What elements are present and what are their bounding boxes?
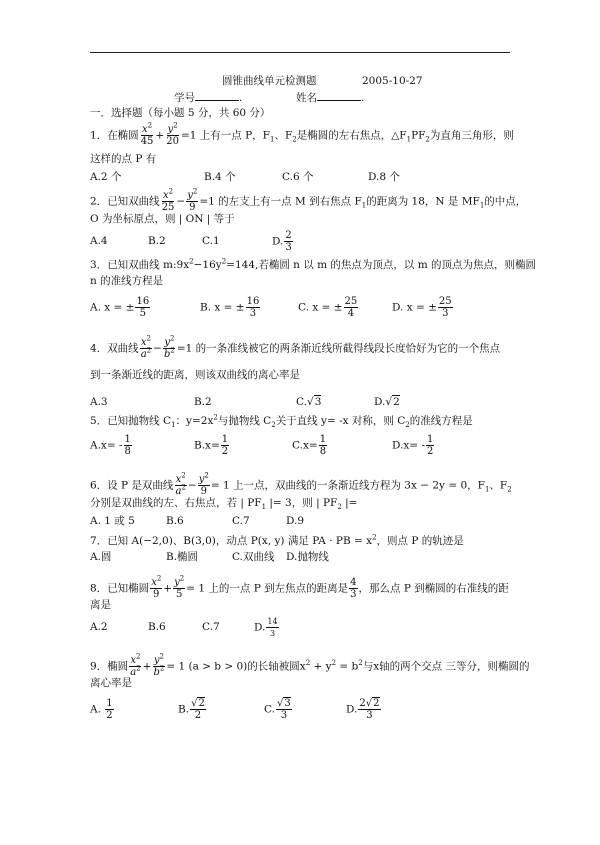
q3-option-a[interactable]: A. x = ± $\frac{16}{5}$ <box>90 296 150 319</box>
fraction: $\frac{y^2}{b^2}$ <box>163 334 175 360</box>
q2-option-a[interactable]: A.4 <box>90 235 108 247</box>
q8-option-b[interactable]: B.6 <box>148 621 166 633</box>
student-id-field: 学号 . <box>174 92 243 104</box>
q-text: = 1 上一点，双曲线的一条渐近线方程为 3x − 2y = 0，F <box>210 479 485 492</box>
q-text: =1 上有一点 P，F <box>180 129 270 142</box>
q-text: −16y <box>193 259 222 271</box>
q5-option-b[interactable]: B.x= $\frac{1}{2}$ <box>194 434 229 457</box>
q-num: 9． <box>90 660 108 673</box>
q-text: PF <box>411 129 426 142</box>
q6-option-b[interactable]: B.6 <box>166 515 184 527</box>
q8-option-c[interactable]: C.7 <box>202 621 220 633</box>
q-num: 5． <box>90 415 108 427</box>
fraction: $\frac{1}{8}$ <box>124 434 131 457</box>
q-text: 分别是双曲线的左、右焦点，若 | PF <box>90 497 262 509</box>
q-text: 的中点， <box>484 195 527 208</box>
question-9: 9．椭圆 $\frac{x^2}{a^2}$ + $\frac{y^2}{b^2}$ = 1 (a > b > 0)的长轴被圆$x^2 + y^2 = b^2$与x轴的两个交点 三等分，则椭圆的 <box>90 652 530 678</box>
q-num: 4． <box>90 342 108 355</box>
section-title: 一．选择题（每小题 5 分，共 60 分） <box>90 107 271 119</box>
q-text: 与x轴的两个交点 三等分，则椭圆的 <box>362 660 530 673</box>
q-text: 双曲线 <box>107 342 139 355</box>
q-text: 的距离为 18，N 是 MF <box>366 195 480 208</box>
name-blank[interactable] <box>317 90 361 101</box>
fraction: $\frac{1}{2}$ <box>427 434 434 457</box>
fraction: $\frac{y^2}{20}$ <box>166 121 179 147</box>
q-text: |= 3，则 | PF <box>266 497 338 509</box>
q3-option-b[interactable]: B. x = ± $\frac{16}{3}$ <box>200 296 260 319</box>
q6-line2: 分别是双曲线的左、右焦点，若 | $PF_1$ |= 3，则 | $PF_2$ |= <box>90 497 358 512</box>
q-text: 椭圆 <box>107 660 129 673</box>
q4-option-a[interactable]: A.3 <box>90 396 108 408</box>
question-5: 5．已知抛物线 $C_1$：$y=2x^2$与抛物线 $C_2$关于直线 y= -x 对称，则 $C_2$的准线方程是 <box>90 413 473 430</box>
q9-option-b[interactable]: B. $\frac{√2}{2}$ <box>178 698 205 721</box>
q-text: 已知双曲线 <box>107 195 160 208</box>
name-label: 姓名 <box>296 92 317 104</box>
q1-line2: 这样的点 P 有 <box>90 153 157 165</box>
fraction: $\frac{14}{3}$ <box>267 617 278 638</box>
q-text: = b <box>336 660 359 673</box>
fraction: $\frac{x^2}{45}$ <box>140 121 154 147</box>
q2-option-c[interactable]: C.1 <box>202 235 220 247</box>
fraction: $\frac{25}{3}$ <box>438 296 452 319</box>
q-text: 为直角三角形，则 <box>429 129 514 142</box>
q9-option-d[interactable]: D. $\frac{2√2}{3}$ <box>346 698 380 721</box>
fraction: $\frac{25}{4}$ <box>344 296 358 319</box>
q7-option-d[interactable]: D.抛物线 <box>286 551 329 563</box>
q3-line2: n 的准线方程是 <box>90 275 164 287</box>
question-4: 4．双曲线 $\frac{x^2}{a^2}$ − $\frac{y^2}{b^2}$ =1 的一条准线被它的两条渐近线所截得线段长度恰好为它的一个焦点 <box>90 334 501 360</box>
q5-option-d[interactable]: D.x= - $\frac{1}{2}$ <box>392 434 434 457</box>
fraction: $\frac{x^2}{a^2}$ <box>130 652 141 678</box>
q-text: =144,若椭圆 n 以 m 的焦点为顶点，以 m 的顶点为焦点，则椭圆 <box>226 259 537 271</box>
fraction: $\frac{x^2}{a^2}$ <box>175 471 186 497</box>
fraction: $\frac{16}{3}$ <box>246 296 260 319</box>
q6-option-d[interactable]: D.9 <box>286 515 305 527</box>
q6-option-a[interactable]: A. 1 或 5 <box>90 515 135 527</box>
q-text: 与抛物线 C <box>217 415 272 427</box>
q7-option-a[interactable]: A.圆 <box>90 551 112 563</box>
q3-option-c[interactable]: C. x = ± $\frac{25}{4}$ <box>298 296 358 319</box>
q-num: 3． <box>90 259 108 271</box>
q-text: + y <box>310 660 332 673</box>
q1-option-d[interactable]: D.8 个 <box>368 171 400 183</box>
question-7: 7．已知 A(−2,0)、B(3,0)，动点 P(x, y) 满足 PA · PB = $x^2$，则点 P 的轨迹是 <box>90 533 464 547</box>
q8-option-d[interactable]: D. $\frac{14}{3}$ <box>254 617 278 638</box>
q4-line2: 到一条渐近线的距离，则该双曲线的离心率是 <box>90 369 300 381</box>
question-1: 1．在椭圆 $\frac{x^2}{45}$ + $\frac{y^2}{20}$ =1 上有一点 P，$F_1$、$F_2$是椭圆的左右焦点，$\triangle F_1PF_2$为直角三角形，则 <box>90 121 514 147</box>
fraction: $\frac{1}{2}$ <box>221 434 229 457</box>
q-text: 的准线方程是 <box>409 415 473 427</box>
fraction: $\frac{x^2}{9}$ <box>151 574 162 600</box>
q9-option-c[interactable]: C. $\frac{√3}{3}$ <box>264 698 291 721</box>
fraction: $\frac{4}{3}$ <box>350 577 357 600</box>
fraction: $\frac{2}{3}$ <box>285 230 292 253</box>
exam-date: 2005-10-27 <box>362 75 423 87</box>
q-text: 关于直线 y= -x 对称，则 C <box>275 415 406 427</box>
fraction: $\frac{y^2}{b^2}$ <box>153 652 165 678</box>
q-text: ，则点 P 的轨迹是 <box>376 535 464 547</box>
fraction: $\frac{y^2}{5}$ <box>174 574 185 600</box>
q-text: =1 的一条准线被它的两条渐近线所截得线段长度恰好为它的一个焦点 <box>176 342 501 355</box>
fraction: $\frac{√2}{2}$ <box>191 698 205 721</box>
q-text: 、F <box>274 129 293 142</box>
q-num: 7． <box>90 535 108 547</box>
q2-line2: O 为坐标原点，则 | ON | 等于 <box>90 213 235 225</box>
q1-option-a[interactable]: A.2 个 <box>90 171 122 183</box>
top-rule <box>90 52 510 53</box>
q9-option-a[interactable]: A. $\frac{1}{2}$ <box>90 698 113 721</box>
q9-line2: 离心率是 <box>90 677 132 689</box>
q-text: 已知抛物线 C <box>107 415 172 427</box>
fraction: $\frac{√3}{3}$ <box>277 698 291 721</box>
student-id-label: 学号 <box>174 92 195 104</box>
q7-option-c[interactable]: C.双曲线 <box>232 551 275 563</box>
q-text: 已知双曲线 m:9x <box>107 259 190 271</box>
fraction: $\frac{y^2}{9}$ <box>187 187 198 213</box>
question-2: 2．已知双曲线 $\frac{x^2}{25}$ − $\frac{y^2}{9}$ =1 的左支上有一点 M 到右焦点 $F_1$的距离为 18，N 是 $MF_1$的中点， <box>90 187 527 213</box>
q2-option-d[interactable]: D. $\frac{2}{3}$ <box>272 230 292 253</box>
fraction: $\frac{y^2}{9}$ <box>198 471 209 497</box>
name-field: 姓名 . <box>296 92 365 104</box>
exam-title <box>222 74 317 88</box>
q4-option-c[interactable]: C.√3 <box>296 396 322 408</box>
fraction: $\frac{1}{2}$ <box>106 698 113 721</box>
q-text: 在椭圆 <box>107 129 139 142</box>
q-text: 设 P 是双曲线 <box>107 479 174 492</box>
q-text: = 1 上的一点 P 到左焦点的距离是 <box>186 582 349 595</box>
student-id-blank[interactable] <box>195 90 239 101</box>
q2-option-b[interactable]: B.2 <box>148 235 166 247</box>
q-text: = 1 (a > b > 0)的长轴被圆x <box>166 660 306 673</box>
q1-option-b[interactable]: B.4 个 <box>204 171 236 183</box>
q-text: ，那么点 P 到椭圆的右准线的距 <box>358 582 509 595</box>
q4-option-b[interactable]: B.2 <box>194 396 212 408</box>
q-num: 6． <box>90 479 108 492</box>
q-text: 、F <box>489 479 508 492</box>
fraction: $\frac{x^2}{a^2}$ <box>140 334 152 360</box>
fraction: $\frac{2√2}{3}$ <box>359 698 380 721</box>
q-num: 8． <box>90 582 108 595</box>
question-6: 6．设 P 是双曲线 $\frac{x^2}{a^2}$ − $\frac{y^2}{9}$ = 1 上一点，双曲线的一条渐近线方程为 3x − 2y = 0，$F_1$、$F_2$ <box>90 471 512 497</box>
q-text: 是椭圆的左右焦点，△F <box>296 129 407 142</box>
q6-option-c[interactable]: C.7 <box>232 515 250 527</box>
question-8: 8．已知椭圆 $\frac{x^2}{9}$ + $\frac{y^2}{5}$ = 1 上的一点 P 到左焦点的距离是 $\frac{4}{3}$ ，那么点 P 到椭圆的右准线的距 <box>90 574 509 600</box>
q-text: ：y=2x <box>175 415 214 427</box>
q8-option-a[interactable]: A.2 <box>90 621 108 633</box>
q4-option-d[interactable]: D.√2 <box>374 396 400 408</box>
fraction: $\frac{16}{5}$ <box>136 296 150 319</box>
fraction: $\frac{x^2}{25}$ <box>161 187 175 213</box>
q-num: 1． <box>90 129 108 142</box>
q-text: =1 的左支上有一点 M 到右焦点 F <box>199 195 362 208</box>
q7-option-b[interactable]: B.椭圆 <box>166 551 199 563</box>
q8-line2: 离是 <box>90 599 111 611</box>
q-num: 2． <box>90 195 108 208</box>
question-3: 3．已知双曲线 $m:9x^2-16y^2=144$,若椭圆 n 以 m 的焦点为顶点，以 m 的顶点为焦点，则椭圆 <box>90 257 537 271</box>
q3-option-d[interactable]: D. x = ± $\frac{25}{3}$ <box>392 296 452 319</box>
q5-option-a[interactable]: A.x= - $\frac{1}{8}$ <box>90 434 131 457</box>
q-text: 已知 A(−2,0)、B(3,0)，动点 P(x, y) 满足 PA · PB = x <box>107 535 373 547</box>
q-text: |= <box>341 497 358 509</box>
title-text: 圆锥曲线单元检测题 <box>222 75 317 87</box>
q1-option-c[interactable]: C.6 个 <box>282 171 314 183</box>
q-text: 已知椭圆 <box>107 582 150 595</box>
fraction: $\frac{1}{8}$ <box>319 434 327 457</box>
q5-option-c[interactable]: C.x= $\frac{1}{8}$ <box>292 434 327 457</box>
